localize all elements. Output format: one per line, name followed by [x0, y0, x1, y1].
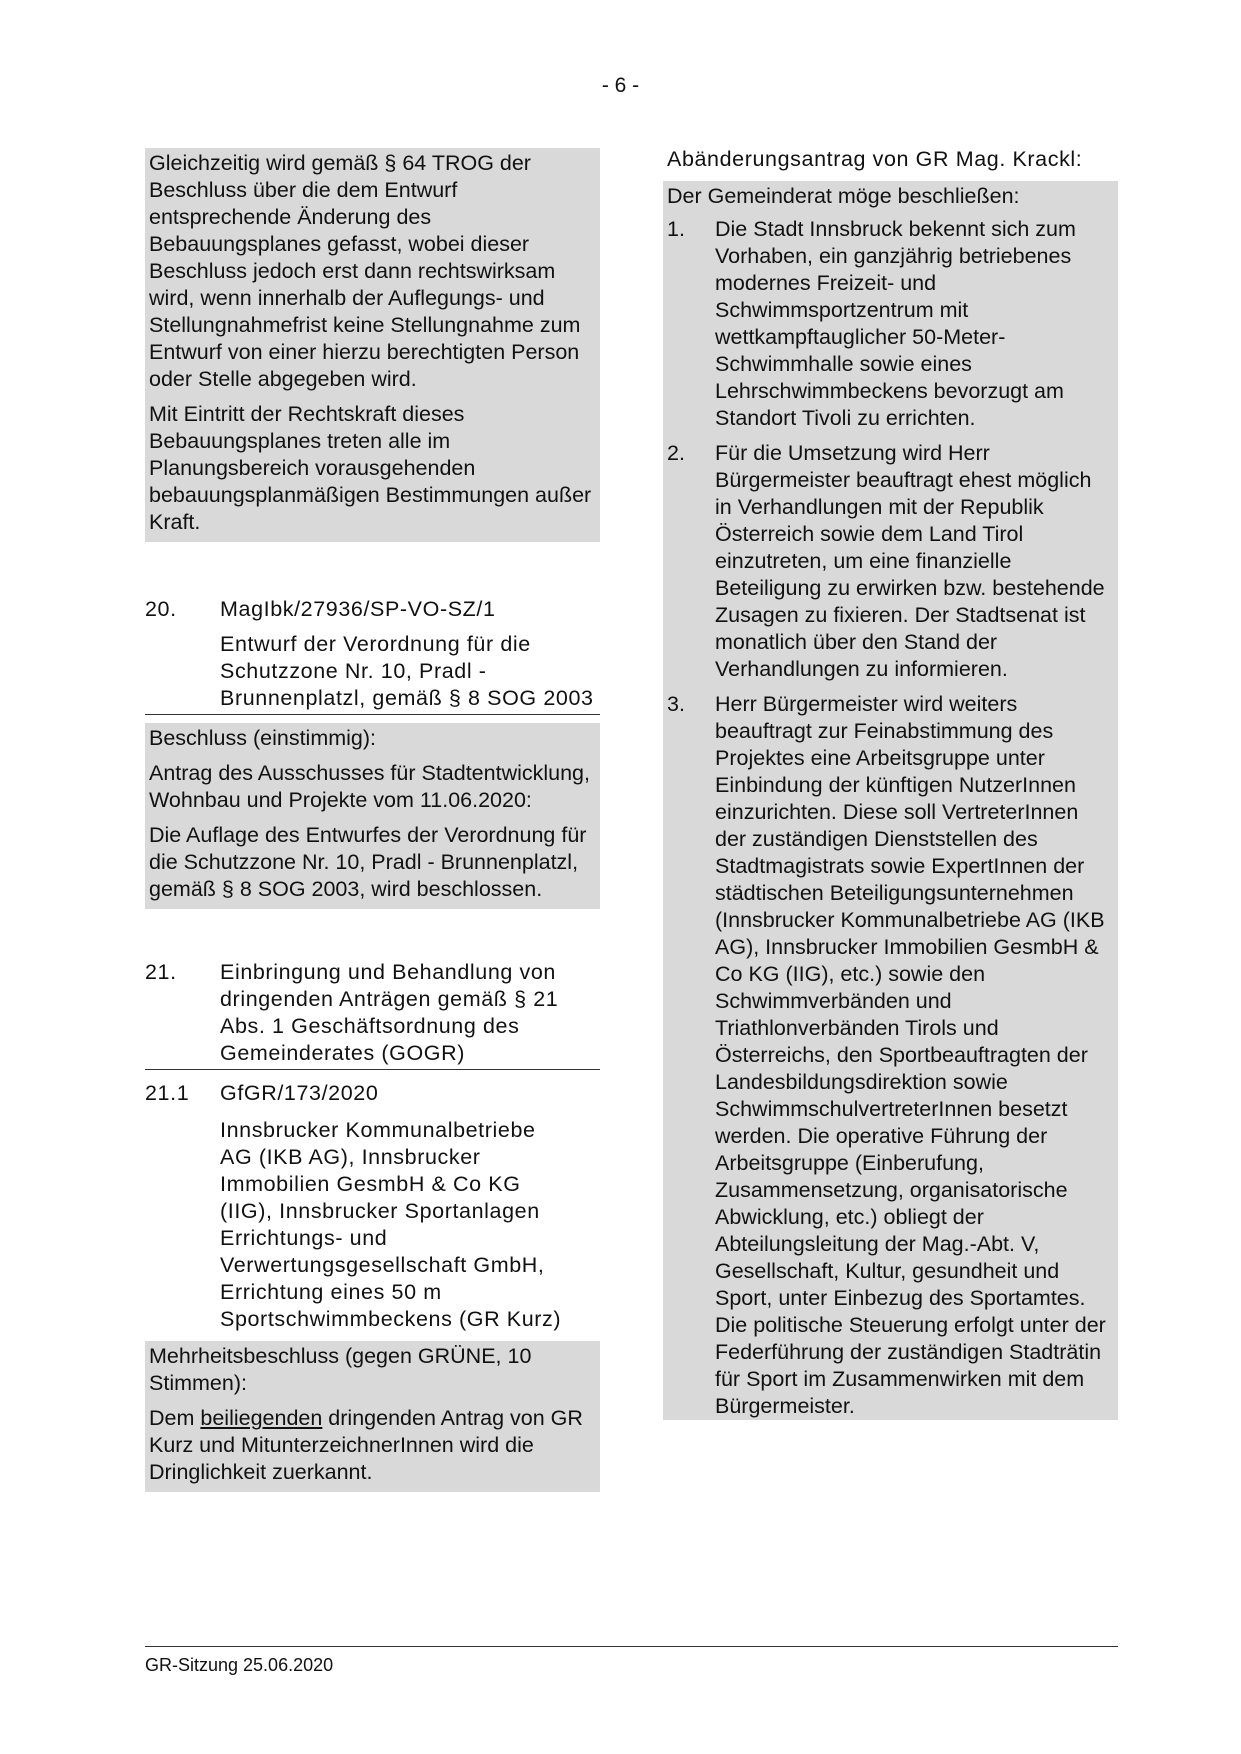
decision-block — [145, 1341, 600, 1492]
agenda-item-21-1 — [145, 1080, 600, 1107]
agenda-item-21 — [145, 959, 600, 1070]
amendment-heading: Abänderungsantrag von GR Mag. Krackl: — [667, 147, 1083, 171]
decision-label: Beschluss (einstimmig): — [149, 726, 376, 750]
list-item: 2. Für die Umsetzung wird Herr Bürgermeister beauftragt ehest möglich in Verhandlungen mit der Republik Österreich sowie dem Land Tirol einzutreten, um eine finanzielle Beteiligung zu erwirken bzw. bestehende Zusagen zu fixieren. Der Stadtsenat ist monatlich über den Stand der Verhandlungen zu informieren. — [667, 441, 1105, 681]
attachment-link[interactable]: beiliegenden — [200, 1406, 323, 1430]
amendment-list — [667, 216, 1114, 1420]
amendment-block — [663, 181, 1118, 1420]
agenda-item-20 — [145, 596, 600, 623]
footer-text: GR-Sitzung 25.06.2020 — [145, 1655, 334, 1675]
list-item: 3. Herr Bürgermeister wird weiters beauftragt zur Feinabstimmung des Projektes eine Arbeitsgruppe unter Einbindung der künftigen NutzerInnen einzurichten. Diese soll VertreterInnen der zuständigen Dienststellen des Stadtmagistrats sowie ExpertInnen der städtischen Beteiligungsunternehmen (Innsbrucker Kommunalbetriebe AG (IKB AG), Innsbrucker Immobilien GesmbH & Co KG (IIG), etc.) sowie den Schwimmverbänden und Triathlonverbänden Tirols und Österreichs, den Sportbeauftragten der Landesbildungsdirektion sowie SchwimmschulvertreterInnen besetzt werden. Die operative Führung der Arbeitsgruppe (Einberufung, Zusammensetzung, organisatorische Abwicklung, etc.) obliegt der Abteilungsleitung der Mag.-Abt. V, Gesellschaft, Kultur, gesundheit und Sport, unter Einbezug des Sportamtes. Die politische Steuerung erfolgt unter der Federführung der zuständigen Stadträtin für Sport im Zusammenwirken mit dem Bürgermeister. — [667, 692, 1106, 1418]
decision-text: Die Auflage des Entwurfes der Verordnung für die Schutzzone Nr. 10, Pradl - Brunnenplatzl, gemäß § 8 SOG 2003, wird beschlossen. — [149, 823, 587, 901]
item-title: Innsbrucker Kommunalbetriebe AG (IKB AG), Innsbrucker Immobilien GesmbH & Co KG (IIG), Innsbrucker Sportanlagen Errichtungs- und Verwertungsgesellschaft GmbH, Errichtung eines 50 m Sportschwimmbeckens (GR Kurz) — [220, 1118, 562, 1331]
decision-block — [145, 723, 600, 909]
paragraph: Gleichzeitig wird gemäß § 64 TROG der Beschluss über die dem Entwurf entsprechende Änderung des Bebauungsplanes gefasst, wobei dieser Beschluss jedoch erst dann rechtswirksam wird, wenn innerhalb der Auflegungs- und Stellungnahmefrist keine Stellungnahme zum Entwurf von einer hierzu berechtigten Person oder Stelle abgegeben wird. — [149, 151, 581, 391]
item-number: 20. — [145, 597, 177, 621]
item-reference: MagIbk/27936/SP-VO-SZ/1 — [220, 597, 496, 621]
item-title: Einbringung und Behandlung von dringenden Anträgen gemäß § 21 Abs. 1 Geschäftsordnung des Gemeinderates (GOGR) — [220, 960, 559, 1065]
footer — [145, 1646, 1118, 1676]
item-title: Entwurf der Verordnung für die Schutzzone Nr. 10, Pradl - Brunnenplatzl, gemäß § 8 SOG 2003 — [145, 631, 600, 715]
motion-label: Antrag des Ausschusses für Stadtentwicklung, Wohnbau und Projekte vom 11.06.2020: — [149, 761, 590, 812]
decision-label: Mehrheitsbeschluss (gegen GRÜNE, 10 Stimmen): — [149, 1344, 532, 1395]
list-item: 1. Die Stadt Innsbruck bekennt sich zum Vorhaben, ein ganzjährig betriebenes modernes Freizeit- und Schwimmsportzentrum mit wettkampftauglicher 50-Meter-Schwimmhalle sowie eines Lehrschwimmbeckens bevorzugt am Standort Tivoli zu errichten. — [667, 217, 1076, 430]
item-number: 21. — [145, 960, 177, 984]
page-number: - 6 - — [601, 74, 640, 97]
item-number: 21.1 — [145, 1081, 190, 1105]
continued-resolution-block — [145, 148, 600, 542]
amendment-intro: Der Gemeinderat möge beschließen: — [667, 184, 1020, 208]
left-column — [145, 148, 600, 1492]
item-reference: GfGR/173/2020 — [220, 1081, 379, 1105]
decision-text: Dem beiliegenden dringenden Antrag von GR Kurz und MitunterzeichnerInnen wird die Dringlichkeit zuerkannt. — [149, 1406, 583, 1484]
paragraph: Mit Eintritt der Rechtskraft dieses Bebauungsplanes treten alle im Planungsbereich vorausgehenden bebauungsplanmäßigen Bestimmungen außer Kraft. — [149, 402, 592, 534]
right-column — [663, 146, 1118, 1428]
